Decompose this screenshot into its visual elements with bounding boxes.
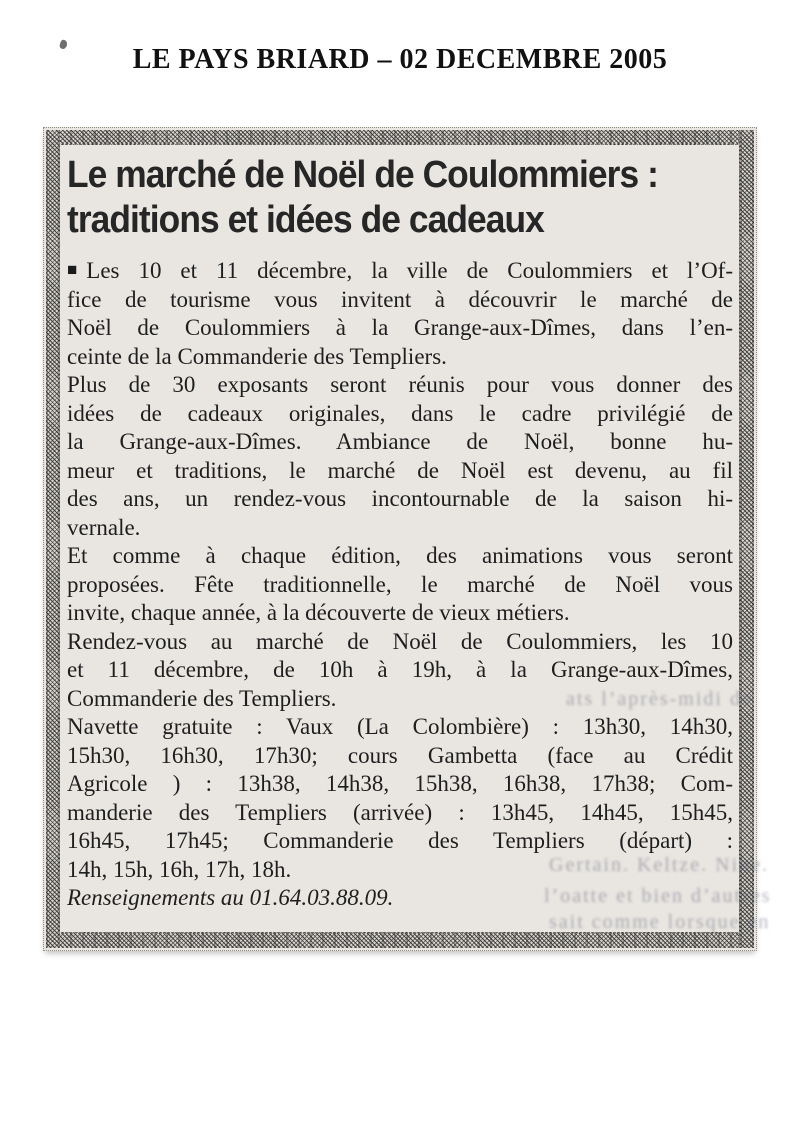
headline-line-2: traditions et idées de cadeaux	[67, 199, 544, 241]
body-line: meur et traditions, le marché de Noël est devenu, au fil	[67, 457, 733, 483]
body-line: idées de cadeaux originales, dans le cadre privilégié de	[67, 400, 733, 426]
article-body	[67, 257, 733, 913]
body-line-text: Les 10 et 11 décembre, la ville de Coulommiers et l’Of-	[86, 258, 733, 283]
ornamental-border-bottom	[46, 932, 754, 948]
body-line: et 11 décembre, de 10h à 19h, à la Grange-aux-Dîmes,	[67, 657, 733, 682]
body-line: invite, chaque année, à la découverte de vieux métiers.	[67, 600, 570, 625]
bleedthrough-text: ats l’après-midi de	[566, 688, 753, 710]
body-line: 16h45, 17h45; Commanderie des Templiers (départ) :	[67, 828, 733, 853]
newspaper-clipping	[43, 127, 772, 951]
contact-line: Renseignements au 01.64.03.88.09.	[67, 885, 394, 910]
ornamental-border-left	[46, 130, 60, 948]
body-line: ceinte de la Commanderie des Templiers.	[67, 343, 447, 369]
ornamental-border-top	[46, 130, 754, 145]
body-line: Agricole ) : 13h38, 14h38, 15h38, 16h38, 17h38; Com-	[67, 771, 733, 796]
bleedthrough-text: Gertain. Keltze. Nine.	[549, 854, 770, 876]
paragraph	[67, 542, 733, 628]
body-line: 14h, 15h, 16h, 17h, 18h.	[67, 856, 292, 882]
paragraph	[67, 257, 733, 371]
article-headline	[67, 153, 686, 243]
body-line: Noël de Coulommiers à la Grange-aux-Dîmes, dans l’en-	[67, 315, 733, 340]
paragraph	[67, 371, 733, 542]
article	[67, 153, 733, 913]
body-line: des ans, un rendez-vous incontournable de la saison hi-	[67, 486, 733, 511]
body-line	[67, 257, 733, 286]
body-line: la Grange-aux-Dîmes. Ambiance de Noël, bonne hu-	[67, 429, 733, 454]
bleedthrough-text: sait comme lorsque en	[549, 911, 771, 933]
paragraph-bullet: ■	[67, 260, 78, 279]
bleedthrough-text: l’oatte et bien d’autres	[544, 885, 772, 907]
headline-line-1: Le marché de Noël de Coulommiers :	[67, 154, 658, 196]
body-line: Navette gratuite : Vaux (La Colombière) : 13h30, 14h30,	[67, 714, 733, 739]
body-line: vernale.	[67, 514, 141, 540]
body-line: manderie des Templiers (arrivée) : 13h45, 14h45, 15h45,	[67, 799, 733, 825]
page-title: LE PAYS BRIARD – 02 DECEMBRE 2005	[132, 44, 668, 75]
body-line: fice de tourisme vous invitent à découvrir le marché de	[67, 286, 733, 312]
body-line: Et comme à chaque édition, des animations vous seront	[67, 543, 733, 568]
body-line: Commanderie des Templiers.	[67, 685, 337, 711]
body-line: 15h30, 16h30, 17h30; cours Gambetta (face au Crédit	[67, 742, 733, 768]
body-line: Rendez-vous au marché de Noël de Coulommiers, les 10	[67, 628, 733, 654]
body-line: Plus de 30 exposants seront réunis pour vous donner des	[67, 372, 733, 397]
body-line: proposées. Fête traditionnelle, le marché de Noël vous	[67, 571, 733, 597]
ornamental-border-right	[739, 130, 754, 948]
